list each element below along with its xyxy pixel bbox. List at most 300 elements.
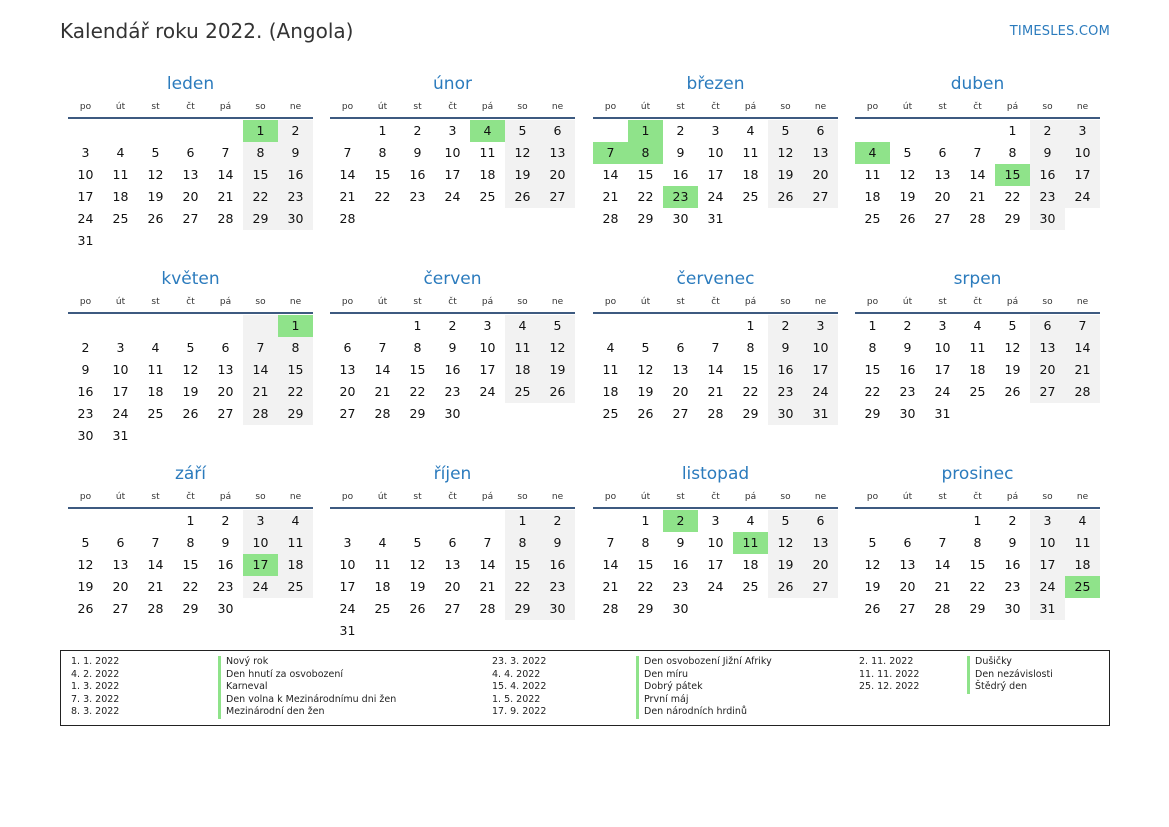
day-cell: 30 (77, 428, 94, 443)
day-cell: 20 (934, 189, 951, 204)
day-cell: 26 (77, 601, 94, 616)
weekday-label: st (413, 102, 422, 112)
legend-date: 17. 9. 2022 (492, 706, 547, 718)
holiday-day-cell: 1 (243, 120, 278, 142)
day-cell: 31 (1030, 598, 1065, 620)
day-cell: 20 (540, 164, 575, 186)
day-cell: 6 (540, 120, 575, 142)
day-cell: 5 (768, 120, 803, 142)
day-cell: 1 (868, 318, 877, 333)
month-prosinec (855, 462, 1100, 620)
empty-cell (208, 315, 243, 337)
day-cell: 12 (768, 532, 803, 554)
weekday-label: so (517, 492, 528, 502)
day-cell: 30 (1030, 208, 1065, 230)
day-cell: 7 (606, 535, 615, 550)
day-cell: 31 (707, 211, 724, 226)
day-cell: 11 (278, 532, 313, 554)
day-cell: 30 (672, 211, 689, 226)
empty-cell (1065, 208, 1100, 230)
day-cell: 25 (505, 381, 540, 403)
day-cell: 25 (147, 406, 164, 421)
empty-cell (330, 510, 365, 532)
weekday-label: čt (711, 492, 720, 502)
weekday-label: st (151, 297, 160, 307)
day-cell: 13 (339, 362, 356, 377)
weekday-label: út (640, 492, 651, 502)
day-cell: 8 (973, 535, 982, 550)
weekday-label: so (255, 102, 266, 112)
day-cell: 13 (803, 532, 838, 554)
weekday-label: po (341, 492, 354, 502)
day-cell: 5 (868, 535, 877, 550)
month-days (855, 315, 1100, 425)
day-cell: 30 (768, 403, 803, 425)
day-cell: 19 (768, 164, 803, 186)
day-cell: 22 (374, 189, 391, 204)
empty-cell (400, 620, 435, 642)
day-cell: 3 (81, 145, 90, 160)
day-cell: 13 (934, 167, 951, 182)
weekday-label: so (255, 297, 266, 307)
day-cell: 14 (602, 167, 619, 182)
weekday-label: ne (551, 492, 564, 502)
empty-cell (365, 510, 400, 532)
day-cell: 21 (374, 384, 391, 399)
empty-cell (733, 598, 768, 620)
empty-cell (593, 510, 628, 532)
day-cell: 17 (934, 362, 951, 377)
day-cell: 17 (707, 167, 724, 182)
month-days (68, 120, 313, 252)
day-cell: 5 (81, 535, 90, 550)
legend-holiday-name: Karneval (218, 681, 396, 694)
day-cell: 10 (803, 337, 838, 359)
weekday-header (68, 489, 313, 509)
weekday-label: čt (448, 102, 457, 112)
weekday-header (330, 294, 575, 314)
day-cell: 6 (903, 535, 912, 550)
empty-cell (68, 315, 103, 337)
day-cell: 8 (868, 340, 877, 355)
empty-cell (243, 230, 278, 252)
day-cell: 27 (1030, 381, 1065, 403)
day-cell: 18 (602, 384, 619, 399)
day-cell: 27 (934, 211, 951, 226)
empty-cell (925, 120, 960, 142)
day-cell: 18 (374, 579, 391, 594)
day-cell: 12 (77, 557, 94, 572)
day-cell: 13 (672, 362, 689, 377)
day-cell: 6 (186, 145, 195, 160)
empty-cell (803, 208, 838, 230)
empty-cell (173, 230, 208, 252)
day-cell: 28 (602, 601, 619, 616)
day-cell: 2 (676, 123, 685, 138)
day-cell: 26 (540, 381, 575, 403)
weekday-label: po (604, 492, 617, 502)
weekday-label: po (866, 492, 879, 502)
weekday-header (855, 99, 1100, 119)
day-cell: 15 (505, 554, 540, 576)
empty-cell (960, 403, 995, 425)
day-cell: 12 (147, 167, 164, 182)
day-cell: 14 (479, 557, 496, 572)
empty-cell (1065, 598, 1100, 620)
weekday-label: po (79, 297, 92, 307)
weekday-label: ne (814, 297, 827, 307)
day-cell: 7 (378, 340, 387, 355)
day-cell: 24 (1065, 186, 1100, 208)
empty-cell (68, 510, 103, 532)
legend-holiday-name: Den hnutí za osvobození (218, 669, 396, 682)
holiday-day-cell: 4 (470, 120, 505, 142)
day-cell: 21 (969, 189, 986, 204)
holiday-day-cell: 17 (243, 554, 278, 576)
day-cell: 3 (1030, 510, 1065, 532)
month-days (330, 315, 575, 425)
day-cell: 8 (278, 337, 313, 359)
day-cell: 27 (217, 406, 234, 421)
day-cell: 4 (973, 318, 982, 333)
day-cell: 26 (409, 601, 426, 616)
day-cell: 12 (409, 557, 426, 572)
day-cell: 11 (602, 362, 619, 377)
day-cell: 26 (864, 601, 881, 616)
holiday-day-cell: 1 (628, 120, 663, 142)
day-cell: 29 (864, 406, 881, 421)
empty-cell (243, 425, 278, 447)
day-cell: 8 (378, 145, 387, 160)
month-únor (330, 72, 575, 230)
day-cell: 17 (444, 167, 461, 182)
day-cell: 23 (672, 579, 689, 594)
weekday-label: út (115, 297, 126, 307)
day-cell: 14 (217, 167, 234, 182)
day-cell: 4 (151, 340, 160, 355)
day-cell: 12 (768, 142, 803, 164)
day-cell: 22 (864, 384, 881, 399)
empty-cell (208, 120, 243, 142)
day-cell: 10 (1030, 532, 1065, 554)
day-cell: 25 (969, 384, 986, 399)
day-cell: 9 (278, 142, 313, 164)
day-cell: 12 (899, 167, 916, 182)
day-cell: 24 (803, 381, 838, 403)
day-cell: 3 (483, 318, 492, 333)
weekday-label: čt (448, 297, 457, 307)
day-cell: 10 (339, 557, 356, 572)
weekday-label: pá (219, 297, 232, 307)
day-cell: 16 (1004, 557, 1021, 572)
empty-cell (593, 315, 628, 337)
day-cell: 20 (112, 579, 129, 594)
day-cell: 9 (413, 145, 422, 160)
day-cell: 18 (969, 362, 986, 377)
day-cell: 2 (1008, 513, 1017, 528)
day-cell: 10 (707, 535, 724, 550)
day-cell: 14 (147, 557, 164, 572)
day-cell: 2 (278, 120, 313, 142)
day-cell: 19 (182, 384, 199, 399)
day-cell: 20 (803, 164, 838, 186)
day-cell: 30 (672, 601, 689, 616)
day-cell: 6 (221, 340, 230, 355)
day-cell: 13 (803, 142, 838, 164)
day-cell: 10 (444, 145, 461, 160)
day-cell: 12 (864, 557, 881, 572)
day-cell: 28 (374, 406, 391, 421)
day-cell: 17 (112, 384, 129, 399)
empty-cell (138, 315, 173, 337)
day-cell: 15 (243, 164, 278, 186)
day-cell: 2 (1030, 120, 1065, 142)
weekday-label: ne (814, 492, 827, 502)
day-cell: 3 (711, 513, 720, 528)
month-listopad (593, 462, 838, 620)
day-cell: 17 (803, 359, 838, 381)
empty-cell (435, 620, 470, 642)
day-cell: 30 (444, 406, 461, 421)
empty-cell (365, 208, 400, 230)
month-duben (855, 72, 1100, 230)
empty-cell (925, 510, 960, 532)
weekday-label: po (604, 102, 617, 112)
day-cell: 21 (147, 579, 164, 594)
day-cell: 7 (973, 145, 982, 160)
day-cell: 24 (77, 211, 94, 226)
empty-cell (243, 315, 278, 337)
page-title: Kalendář roku 2022. (Angola) (60, 19, 354, 43)
day-cell: 20 (803, 554, 838, 576)
day-cell: 31 (112, 428, 129, 443)
day-cell: 11 (1065, 532, 1100, 554)
day-cell: 17 (1065, 164, 1100, 186)
empty-cell (103, 120, 138, 142)
day-cell: 14 (602, 557, 619, 572)
weekday-label: út (640, 102, 651, 112)
day-cell: 19 (637, 384, 654, 399)
day-cell: 11 (479, 145, 496, 160)
day-cell: 14 (1065, 337, 1100, 359)
weekday-label: st (413, 297, 422, 307)
day-cell: 19 (147, 189, 164, 204)
day-cell: 6 (116, 535, 125, 550)
day-cell: 27 (540, 186, 575, 208)
empty-cell (103, 230, 138, 252)
empty-cell (540, 620, 575, 642)
empty-cell (505, 403, 540, 425)
month-days (68, 315, 313, 447)
empty-cell (173, 315, 208, 337)
day-cell: 15 (278, 359, 313, 381)
empty-cell (330, 120, 365, 142)
day-cell: 22 (637, 189, 654, 204)
day-cell: 28 (1065, 381, 1100, 403)
day-cell: 11 (505, 337, 540, 359)
weekday-label: so (1042, 297, 1053, 307)
day-cell: 16 (77, 384, 94, 399)
month-červen (330, 267, 575, 425)
weekday-label: pá (219, 492, 232, 502)
empty-cell (400, 510, 435, 532)
day-cell: 10 (112, 362, 129, 377)
site-link[interactable]: TIMESLES.COM (1009, 24, 1110, 39)
weekday-label: so (780, 102, 791, 112)
day-cell: 3 (116, 340, 125, 355)
weekday-label: so (1042, 492, 1053, 502)
weekday-label: pá (1006, 102, 1019, 112)
day-cell: 1 (973, 513, 982, 528)
holiday-day-cell: 8 (628, 142, 663, 164)
empty-cell (960, 120, 995, 142)
day-cell: 7 (938, 535, 947, 550)
weekday-label: út (377, 297, 388, 307)
weekday-label: ne (1076, 492, 1089, 502)
weekday-label: ne (289, 102, 302, 112)
weekday-label: st (151, 492, 160, 502)
day-cell: 16 (409, 167, 426, 182)
day-cell: 28 (217, 211, 234, 226)
weekday-label: út (115, 492, 126, 502)
day-cell: 25 (742, 579, 759, 594)
holiday-legend (60, 650, 1110, 726)
day-cell: 20 (182, 189, 199, 204)
empty-cell (890, 510, 925, 532)
day-cell: 26 (182, 406, 199, 421)
empty-cell (365, 620, 400, 642)
day-cell: 18 (864, 189, 881, 204)
day-cell: 16 (540, 554, 575, 576)
day-cell: 27 (444, 601, 461, 616)
weekday-label: st (676, 102, 685, 112)
day-cell: 20 (444, 579, 461, 594)
day-cell: 14 (707, 362, 724, 377)
day-cell: 7 (1065, 315, 1100, 337)
day-cell: 2 (221, 513, 230, 528)
weekday-label: pá (1006, 297, 1019, 307)
legend-dates (492, 656, 546, 719)
day-cell: 10 (77, 167, 94, 182)
day-cell: 20 (672, 384, 689, 399)
empty-cell (663, 315, 698, 337)
day-cell: 25 (112, 211, 129, 226)
day-cell: 24 (479, 384, 496, 399)
holiday-day-cell: 23 (663, 186, 698, 208)
day-cell: 1 (746, 318, 755, 333)
day-cell: 24 (112, 406, 129, 421)
day-cell: 22 (409, 384, 426, 399)
legend-holiday-name: Štědrý den (967, 681, 1053, 694)
weekday-label: so (517, 102, 528, 112)
weekday-label: ne (1076, 102, 1089, 112)
weekday-label: st (938, 297, 947, 307)
legend-date: 23. 3. 2022 (492, 656, 547, 667)
legend-date: 11. 11. 2022 (859, 668, 920, 680)
day-cell: 1 (186, 513, 195, 528)
day-cell: 15 (182, 557, 199, 572)
day-cell: 9 (221, 535, 230, 550)
weekday-label: pá (744, 492, 757, 502)
day-cell: 28 (147, 601, 164, 616)
day-cell: 29 (637, 601, 654, 616)
empty-cell (540, 208, 575, 230)
day-cell: 31 (77, 233, 94, 248)
day-cell: 22 (278, 381, 313, 403)
weekday-label: st (413, 492, 422, 502)
empty-cell (365, 315, 400, 337)
day-cell: 15 (409, 362, 426, 377)
day-cell: 16 (217, 557, 234, 572)
day-cell: 5 (641, 340, 650, 355)
holiday-day-cell: 25 (1065, 576, 1100, 598)
day-cell: 2 (768, 315, 803, 337)
empty-cell (103, 315, 138, 337)
day-cell: 28 (934, 601, 951, 616)
day-cell: 13 (217, 362, 234, 377)
day-cell: 15 (969, 557, 986, 572)
day-cell: 30 (540, 598, 575, 620)
day-cell: 2 (540, 510, 575, 532)
weekday-label: po (604, 297, 617, 307)
day-cell: 4 (505, 315, 540, 337)
weekday-label: ne (814, 102, 827, 112)
month-name: červen (423, 269, 482, 289)
day-cell: 4 (746, 513, 755, 528)
empty-cell (138, 510, 173, 532)
day-cell: 21 (243, 381, 278, 403)
empty-cell (68, 120, 103, 142)
weekday-label: ne (289, 492, 302, 502)
weekday-label: čt (186, 297, 195, 307)
weekday-label: út (902, 492, 913, 502)
day-cell: 28 (969, 211, 986, 226)
day-cell: 16 (768, 359, 803, 381)
weekday-label: čt (186, 492, 195, 502)
day-cell: 11 (112, 167, 129, 182)
day-cell: 12 (637, 362, 654, 377)
empty-cell (733, 208, 768, 230)
day-cell: 8 (413, 340, 422, 355)
legend-date: 2. 11. 2022 (859, 656, 914, 667)
day-cell: 15 (637, 167, 654, 182)
day-cell: 4 (606, 340, 615, 355)
day-cell: 29 (969, 601, 986, 616)
day-cell: 26 (768, 186, 803, 208)
legend-date: 7. 3. 2022 (71, 693, 120, 705)
day-cell: 8 (641, 535, 650, 550)
day-cell: 18 (1065, 554, 1100, 576)
day-cell: 26 (899, 211, 916, 226)
legend-names (967, 656, 1053, 694)
day-cell: 5 (768, 510, 803, 532)
day-cell: 29 (182, 601, 199, 616)
month-name: květen (161, 269, 220, 289)
day-cell: 23 (540, 576, 575, 598)
day-cell: 30 (217, 601, 234, 616)
legend-date: 1. 1. 2022 (71, 656, 120, 667)
month-name: únor (433, 74, 472, 94)
weekday-label: st (938, 492, 947, 502)
day-cell: 1 (378, 123, 387, 138)
day-cell: 10 (1065, 142, 1100, 164)
legend-holiday-name: Mezinárodní den žen (218, 706, 396, 719)
legend-holiday-name: Dušičky (967, 656, 1053, 669)
day-cell: 8 (186, 535, 195, 550)
day-cell: 25 (864, 211, 881, 226)
day-cell: 17 (339, 579, 356, 594)
day-cell: 13 (540, 142, 575, 164)
